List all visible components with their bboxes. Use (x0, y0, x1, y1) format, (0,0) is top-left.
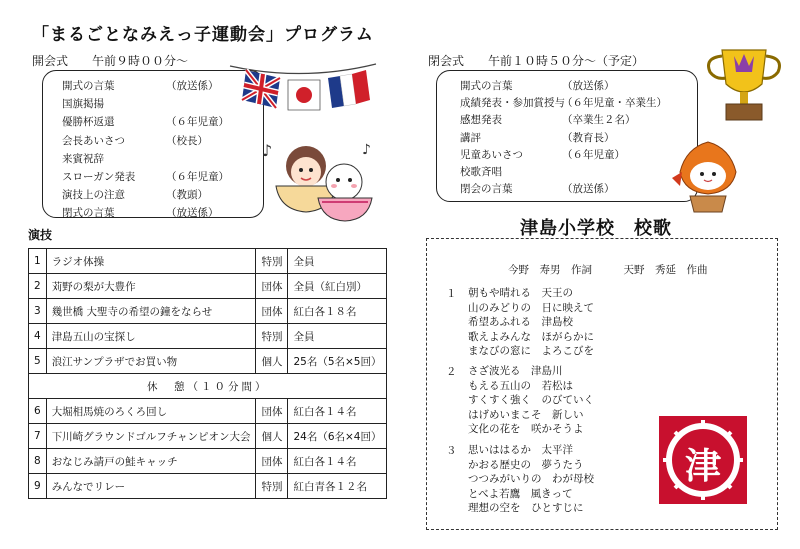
lyric-line: はげめいまこそ 新しい (468, 408, 584, 421)
event-type: 個人 (256, 349, 288, 374)
event-participants: 紅白青各１２名 (288, 474, 387, 499)
opening-item-name: 国旗掲揚 (62, 98, 104, 111)
event-name: 大堀相馬焼のろくろ回し (46, 399, 256, 424)
emblem-character: 津 (684, 445, 721, 487)
lyric-line: 歌えよみんな ほがらかに (468, 330, 594, 343)
event-number: 3 (29, 299, 47, 324)
table-row (29, 349, 387, 374)
event-participants: 全員 (288, 324, 387, 349)
closing-item-note: （卒業生２名） (562, 114, 636, 127)
verse-number: ２ (446, 366, 457, 378)
lyric-line: 思いははるか 太平洋 (468, 444, 573, 456)
break-label: 休 憩（１０分間） (29, 374, 387, 399)
table-row (29, 249, 387, 274)
table-row (29, 274, 387, 299)
verse-number: ３ (446, 445, 457, 457)
closing-item-note: （放送係） (562, 183, 615, 196)
events-heading: 演技 (28, 228, 53, 242)
chestnut-mascot-illustration (668, 138, 748, 216)
opening-item-name: 開式の言葉 (62, 80, 115, 92)
opening-item-name: スローガン発表 (62, 171, 136, 183)
closing-item-note: （教育長） (562, 131, 615, 144)
event-participants: 紅白各１４名 (288, 399, 387, 424)
closing-item-name: 開式の言葉 (460, 80, 513, 92)
event-type: 団体 (256, 449, 288, 474)
lyric-line: 理想の空を ひとすじに (468, 502, 584, 514)
uk-flag-icon (242, 70, 280, 108)
closing-item-note: （６年児童・卒業生） (562, 97, 667, 110)
opening-item-note: （放送係） (166, 80, 219, 92)
event-participants: 全員 (288, 249, 387, 274)
opening-heading: 開会式 午前９時００分～ (32, 54, 189, 68)
opening-item-name: 演技上の注意 (62, 189, 125, 202)
event-participants: 25名（5名×5回） (288, 349, 387, 374)
table-row (29, 474, 387, 499)
flag-bunting (228, 58, 378, 118)
mascot-illustration (258, 128, 388, 224)
lyric-line: 朝もや晴れる 天王の (468, 287, 573, 299)
closing-item-note: （６年児童） (562, 148, 625, 161)
event-number: 4 (29, 324, 47, 349)
opening-item-note: （６年児童） (166, 171, 229, 183)
closing-item-name: 講評 (460, 131, 481, 144)
opening-item-note: （教頭） (166, 189, 208, 202)
event-participants: 紅白各１４名 (288, 449, 387, 474)
lyric-line: つつみがいりの わが母校 (468, 473, 594, 485)
event-type: 個人 (256, 424, 288, 449)
break-row (29, 374, 387, 399)
table-row (29, 299, 387, 324)
closing-item-name: 閉会の言葉 (460, 183, 513, 196)
opening-item-name: 閉式の言葉 (62, 207, 115, 220)
event-name: おなじみ請戸の鮭キャッチ (46, 449, 256, 474)
opening-item-name: 来賓祝辞 (62, 152, 104, 165)
opening-item-name: 優勝杯返還 (62, 116, 115, 129)
opening-item-note: （校長） (166, 134, 208, 147)
table-row (29, 449, 387, 474)
closing-heading: 閉会式 午前１０時５０分～（予定） (428, 54, 645, 68)
lyric-line: とべよ若鷹 風きって (468, 487, 573, 500)
lyric-line: すくすく強く のびていく (468, 394, 594, 406)
france-flag-icon (328, 70, 370, 108)
events-table (28, 248, 387, 499)
event-number: 6 (29, 399, 47, 424)
lyric-line: 山のみどりの 日に映えて (468, 301, 594, 314)
opening-item-name: 会長あいさつ (62, 134, 125, 147)
table-row (29, 424, 387, 449)
lyric-line: 希望あふれる 津島校 (468, 316, 573, 328)
event-number: 2 (29, 274, 47, 299)
event-number: 8 (29, 449, 47, 474)
lyric-line: さざ波光る 津島川 (468, 365, 563, 377)
table-row (29, 324, 387, 349)
japan-flag-icon (288, 80, 320, 110)
event-participants: 全員（紅白別） (288, 274, 387, 299)
svg-text:♪: ♪ (362, 142, 371, 158)
event-name: ラジオ体操 (46, 249, 256, 274)
song-credit: 今野 寿男 作詞 天野 秀延 作曲 (508, 264, 708, 276)
event-name: 苅野の梨が大豊作 (46, 274, 256, 299)
school-emblem (659, 416, 747, 504)
event-type: 団体 (256, 274, 288, 299)
event-name: 下川崎グラウンドゴルフチャンピオン大会 (46, 424, 256, 449)
event-type: 団体 (256, 399, 288, 424)
lyric-line: もえる五山の 若松は (468, 379, 573, 392)
event-number: 5 (29, 349, 47, 374)
event-number: 7 (29, 424, 47, 449)
page-title: 「まるごとなみえっ子運動会」プログラム (32, 25, 374, 45)
event-number: 9 (29, 474, 47, 499)
lyric-line: まなびの窓に よろこびを (468, 345, 594, 357)
event-participants: 24名（6名×4回） (288, 424, 387, 449)
event-type: 特別 (256, 324, 288, 349)
closing-item-name: 校歌斉唱 (460, 166, 502, 178)
event-name: 幾世橋 大聖寺の希望の鐘をならせ (46, 299, 256, 324)
lyric-line: かおる歴史の 夢うたう (468, 458, 584, 471)
opening-item-note: （６年児童） (166, 116, 229, 129)
lyric-line: 文化の花を 咲かそうよ (468, 423, 584, 435)
event-participants: 紅白各１８名 (288, 299, 387, 324)
song-title: 津島小学校 校歌 (520, 218, 672, 239)
trophy-icon (696, 44, 792, 130)
svg-text:♪: ♪ (262, 141, 273, 160)
closing-item-note: （放送係） (562, 80, 615, 92)
table-row (29, 399, 387, 424)
opening-item-note: （放送係） (166, 207, 219, 220)
closing-item-name: 感想発表 (460, 114, 502, 127)
event-type: 特別 (256, 249, 288, 274)
event-name: 津島五山の宝探し (46, 324, 256, 349)
verse-number: １ (446, 288, 457, 300)
event-number: 1 (29, 249, 47, 274)
event-name: みんなでリレー (46, 474, 256, 499)
closing-item-name: 成績発表・参加賞授与 (460, 97, 565, 110)
closing-item-name: 児童あいさつ (460, 148, 523, 161)
event-name: 浪江サンプラザでお買い物 (46, 349, 256, 374)
event-type: 団体 (256, 299, 288, 324)
event-type: 特別 (256, 474, 288, 499)
